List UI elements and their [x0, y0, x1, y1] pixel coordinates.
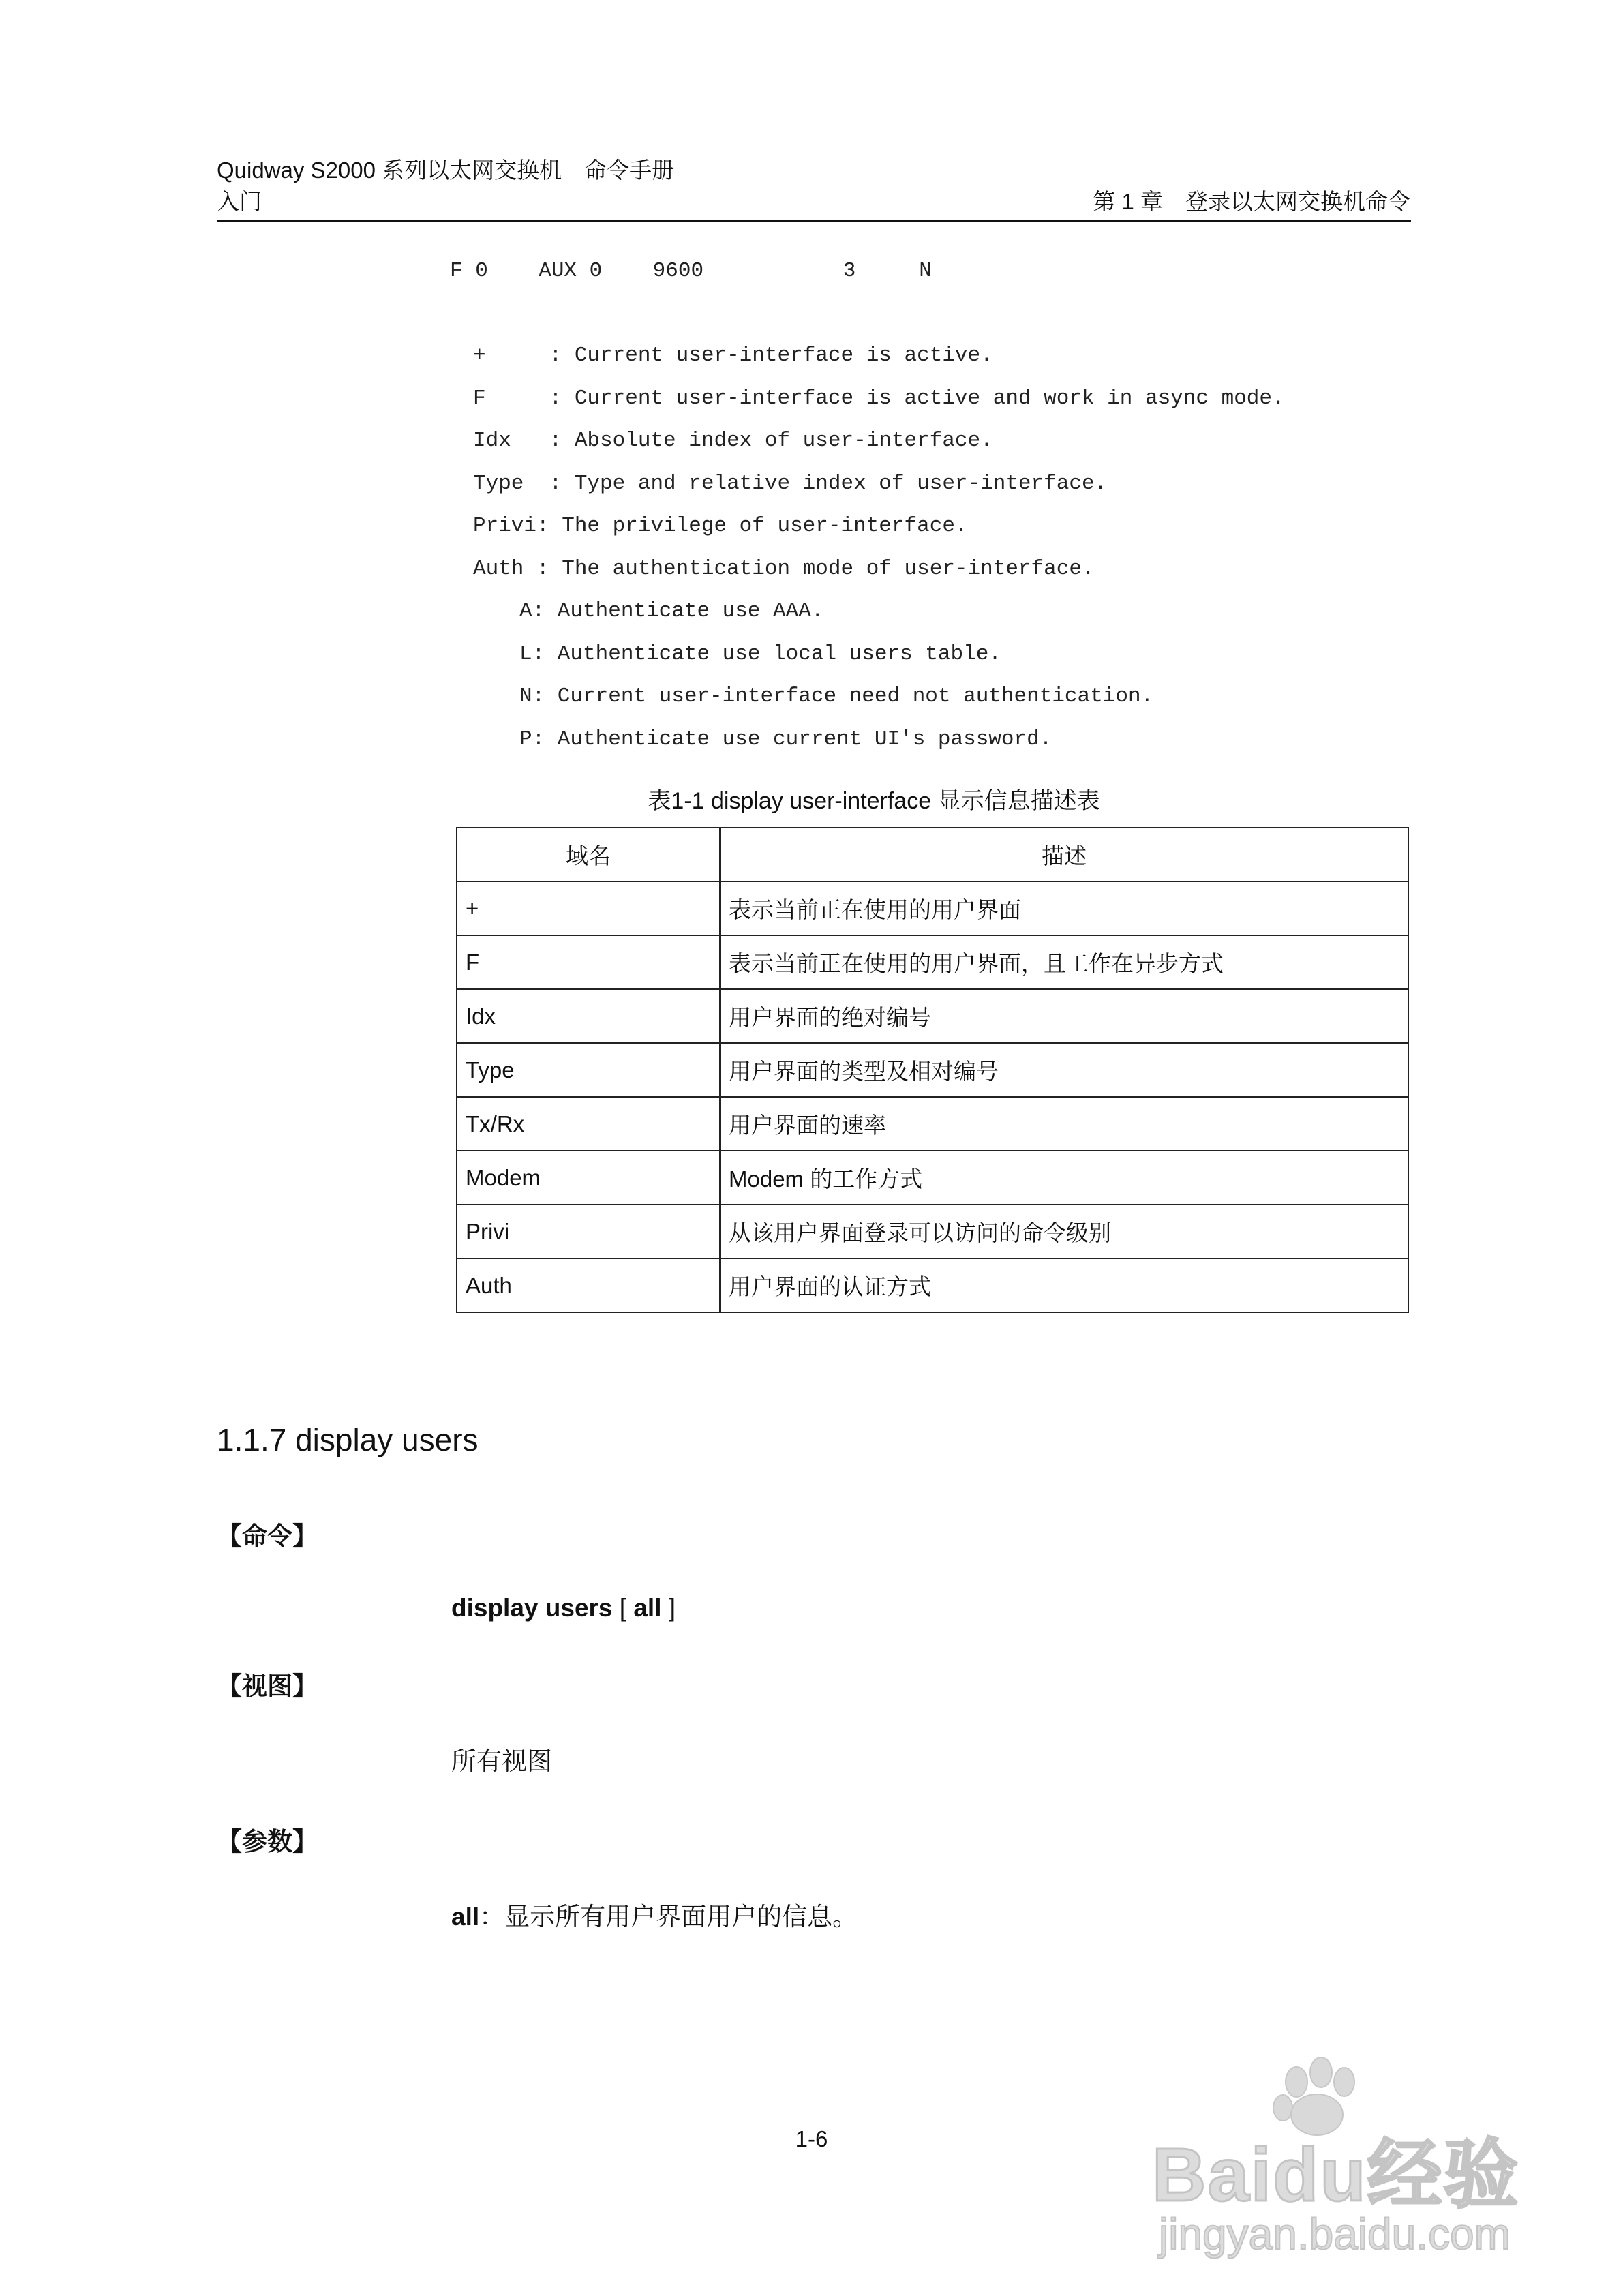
auth-mode-list: [519, 598, 1153, 768]
description-cell: 从该用户界面登录可以访问的命令级别: [720, 1205, 1408, 1258]
table-row: [457, 1097, 1408, 1151]
auth-mode-item: P: Authenticate use current UI's password.: [519, 727, 1052, 751]
auth-mode-item: A: Authenticate use AAA.: [519, 599, 824, 623]
table-row: [457, 935, 1408, 989]
bracket-open: [: [619, 1594, 627, 1622]
baidu-watermark: [1138, 2052, 1547, 2270]
output-row: F 0 AUX 0 9600 3 N: [450, 259, 932, 283]
field-cell: Tx/Rx: [457, 1097, 720, 1151]
legend-item: Type : Type and relative index of user-interface.: [473, 471, 1108, 496]
command-label: 【命令】: [217, 1522, 318, 1550]
param-name: all: [451, 1903, 480, 1931]
legend-list: [473, 342, 1285, 598]
description-cell: 用户界面的认证方式: [720, 1258, 1408, 1312]
section-heading: 1.1.7 display users: [217, 1422, 479, 1457]
table-header-cell: 描述: [720, 828, 1408, 881]
watermark-url: jingyan.baidu.com: [1159, 2209, 1511, 2259]
description-cell: 用户界面的类型及相对编号: [720, 1043, 1408, 1097]
description-cell: 用户界面的绝对编号: [720, 989, 1408, 1043]
header-section: 入门: [217, 189, 262, 214]
field-cell: Modem: [457, 1151, 720, 1205]
watermark-logo-text: Baidu经验: [1152, 2133, 1520, 2217]
auth-mode-item: L: Authenticate use local users table.: [519, 641, 1001, 666]
command-syntax: [451, 1592, 676, 1625]
table-row: [457, 1151, 1408, 1205]
view-label: 【视图】: [217, 1672, 318, 1700]
param-label: 【参数】: [217, 1828, 318, 1856]
legend-item: Auth : The authentication mode of user-interface.: [473, 556, 1095, 581]
description-cell: Modem 的工作方式: [720, 1151, 1408, 1205]
field-cell: Auth: [457, 1258, 720, 1312]
description-cell: 表示当前正在使用的用户界面，且工作在异步方式: [720, 935, 1408, 989]
field-cell: F: [457, 935, 720, 989]
legend-item: Privi: The privilege of user-interface.: [473, 514, 968, 538]
table-row: [457, 1205, 1408, 1258]
header-rule: [217, 220, 1411, 222]
field-cell: Privi: [457, 1205, 720, 1258]
manual-title: Quidway S2000 系列以太网交换机 命令手册: [217, 157, 675, 183]
header-chapter: 第 1 章 登录以太网交换机命令: [1093, 189, 1410, 214]
legend-item: F : Current user-interface is active and work in async mode.: [473, 386, 1285, 410]
param-text: ：显示所有用户界面用户的信息。: [479, 1903, 858, 1931]
description-cell: 用户界面的速率: [720, 1097, 1408, 1151]
command-arg: all: [633, 1594, 662, 1622]
description-cell: 表示当前正在使用的用户界面: [720, 881, 1408, 935]
param-description: [451, 1901, 858, 1933]
table-header-cell: 域名: [457, 828, 720, 881]
page-number: 1-6: [795, 2126, 828, 2151]
table-header-row: [457, 828, 1408, 881]
legend-item: Idx : Absolute index of user-interface.: [473, 429, 993, 453]
table-row: [457, 1043, 1408, 1097]
description-table: [456, 827, 1409, 1313]
table-row: [457, 881, 1408, 935]
field-cell: Type: [457, 1043, 720, 1097]
view-text: 所有视图: [451, 1747, 552, 1775]
field-cell: Idx: [457, 989, 720, 1043]
auth-mode-item: N: Current user-interface need not authentication.: [519, 684, 1154, 708]
table-caption: 表1-1 display user-interface 显示信息描述表: [648, 788, 1100, 814]
legend-item: + : Current user-interface is active.: [473, 344, 993, 367]
field-cell: +: [457, 881, 720, 935]
table-row: [457, 989, 1408, 1043]
command-name: display users: [451, 1594, 613, 1622]
table-row: [457, 1258, 1408, 1312]
bracket-close: ]: [668, 1594, 676, 1622]
